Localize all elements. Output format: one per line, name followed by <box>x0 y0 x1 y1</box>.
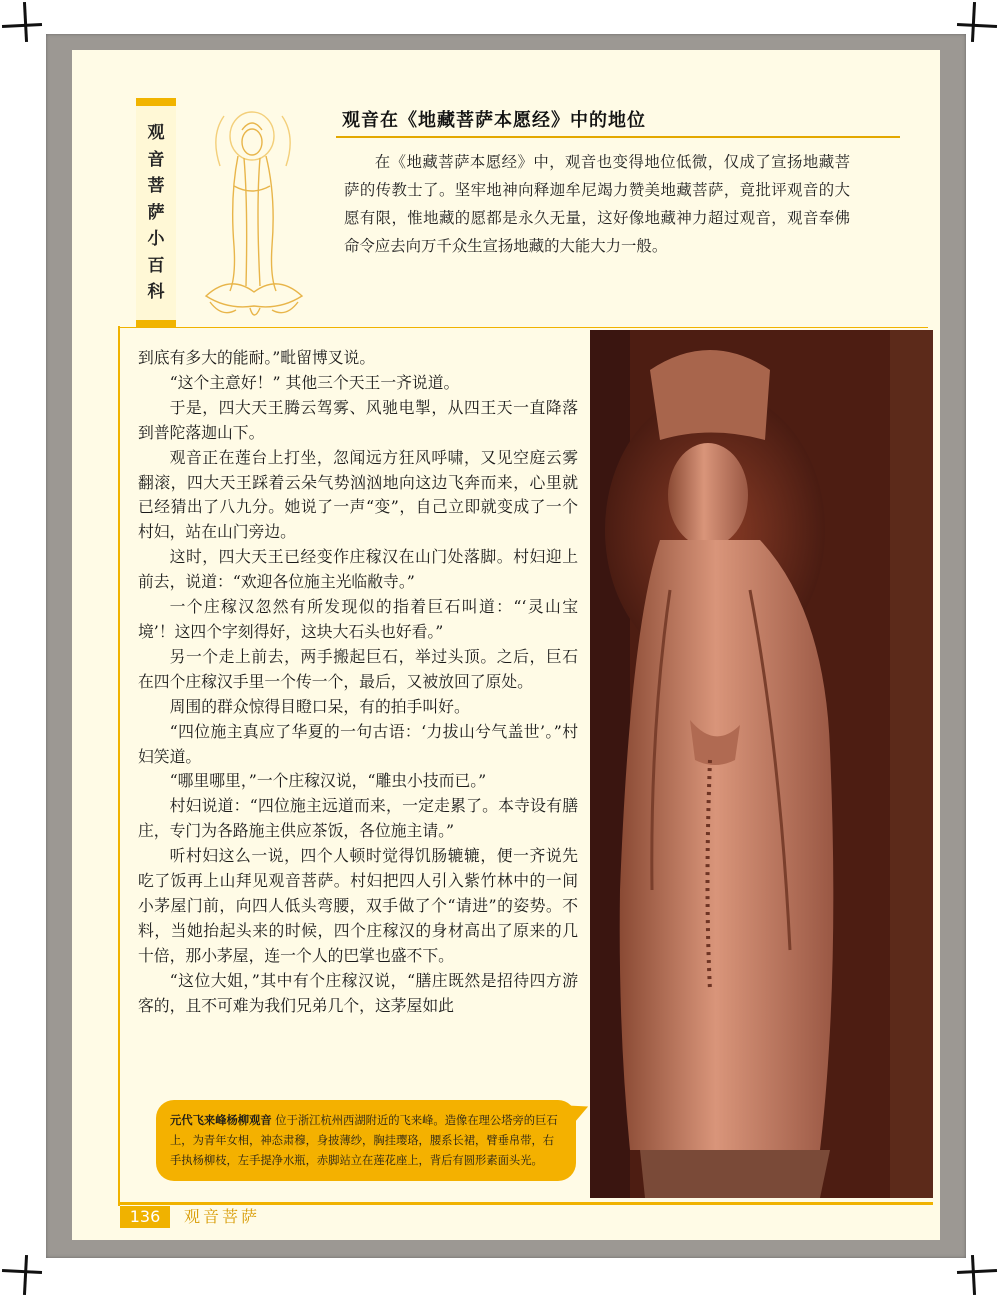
side-label-text: 观 音 菩 萨 小 百 科 <box>147 123 165 302</box>
horizontal-divider <box>118 327 928 328</box>
story-paragraph: 一个庄稼汉忽然有所发现似的指着巨石叫道：“‘灵山宝境’！这四个字刻得好，这块大石头也好看。” <box>138 597 578 641</box>
side-label-bar-top <box>136 98 176 106</box>
story-paragraph: 到底有多大的能耐。”毗留博叉说。 <box>138 348 376 367</box>
story-paragraph: 听村妇这么一说，四个人顿时觉得饥肠辘辘，便一齐说先吃了饭再上山拜见观音菩萨。村妇把四人引入紫竹林中的一间小茅屋门前，向四人低头弯腰，双手做了个“请进”的姿势。不料，当她抬起头来的时候，四个庄稼汉的身材高出了原来的几十倍，那小茅屋，连一个人的巴掌也盛不下。 <box>138 846 578 965</box>
story-paragraph: 这时，四大天王已经变作庄稼汉在山门处落脚。村妇迎上前去，说道：“欢迎各位施主光临敝寺。” <box>138 547 578 592</box>
story-paragraph: “哪里哪里，”一个庄稼汉说，“雕虫小技而已。” <box>169 771 487 791</box>
statue-photo <box>590 330 933 1198</box>
vertical-divider <box>118 326 120 1206</box>
story-paragraph: “这个主意好！” 其他三个天王一齐说道。 <box>169 372 460 392</box>
page-number: 136 <box>120 1206 170 1228</box>
corner-mark-bottom-left <box>2 1249 48 1295</box>
section-title-underline <box>336 136 900 138</box>
intro-paragraph: 在《地藏菩萨本愿经》中，观音也变得地位低微，仅成了宣扬地藏菩萨的传教士了。坚牢地神向释迦牟尼竭力赞美地藏菩萨，竟批评观音的大愿有限，惟地藏的愿都是永久无量，这好像地藏神力超过观音，观音奉佛命令应去向万千众生宣扬地藏的大能大力一般。 <box>344 153 850 255</box>
footer-rule <box>118 1202 933 1205</box>
story-paragraph: 于是，四大天王腾云驾雾、风驰电掣，从四王天一直降落到普陀落迦山下。 <box>138 397 578 442</box>
story-paragraph: 观音正在莲台上打坐，忽闻远方狂风呼啸，又见空庭云雾翻滚，四大天王踩着云朵气势汹汹地向这边飞奔而来，心里就已经猜出了八九分。她说了一声“变”，自己立即就变成了一个村妇，站在山门旁边。 <box>138 447 578 542</box>
side-label <box>136 98 176 328</box>
story-paragraph: 另一个走上前去，两手搬起巨石，举过头顶。之后，巨石在四个庄稼汉手里一个传一个，最后，又被放回了原处。 <box>138 646 578 691</box>
guanyin-sketch-image <box>190 96 320 326</box>
story-paragraph: “四位施主真应了华夏的一句古语：‘力拔山兮气盖世’。”村妇笑道。 <box>138 721 578 766</box>
section-title: 观音在《地藏菩萨本愿经》中的地位 <box>342 110 646 131</box>
story-paragraph: 周围的群众惊得目瞪口呆，有的拍手叫好。 <box>169 696 470 716</box>
story-paragraph: 村妇说道：“四位施主远道而来，一定走累了。本寺设有膳庄，专门为各路施主供应茶饭，各位施主请。” <box>138 796 578 841</box>
caption-text: 位于浙江杭州西湖附近的飞来峰。造像在理公塔旁的巨石上，为青年女相，神态肃穆，身披薄纱，胸挂璎珞，腰系长裙，臂垂帛带，右手执杨柳枝，左手提净水瓶，赤脚站立在莲花座上，背后有圆形素面头光。 <box>170 1114 558 1167</box>
corner-mark-top-left <box>2 2 48 48</box>
caption-heading: 元代飞来峰杨柳观音 <box>170 1113 272 1127</box>
statue-illustration <box>590 330 933 1198</box>
photo-caption <box>156 1100 576 1181</box>
running-title: 观音菩萨 <box>184 1207 261 1226</box>
story-text <box>138 346 578 1018</box>
story-paragraph: “这位大姐，”其中有个庄稼汉说，“膳庄既然是招待四方游客的，且不可难为我们兄弟几个，这茅屋如此 <box>138 970 578 1015</box>
